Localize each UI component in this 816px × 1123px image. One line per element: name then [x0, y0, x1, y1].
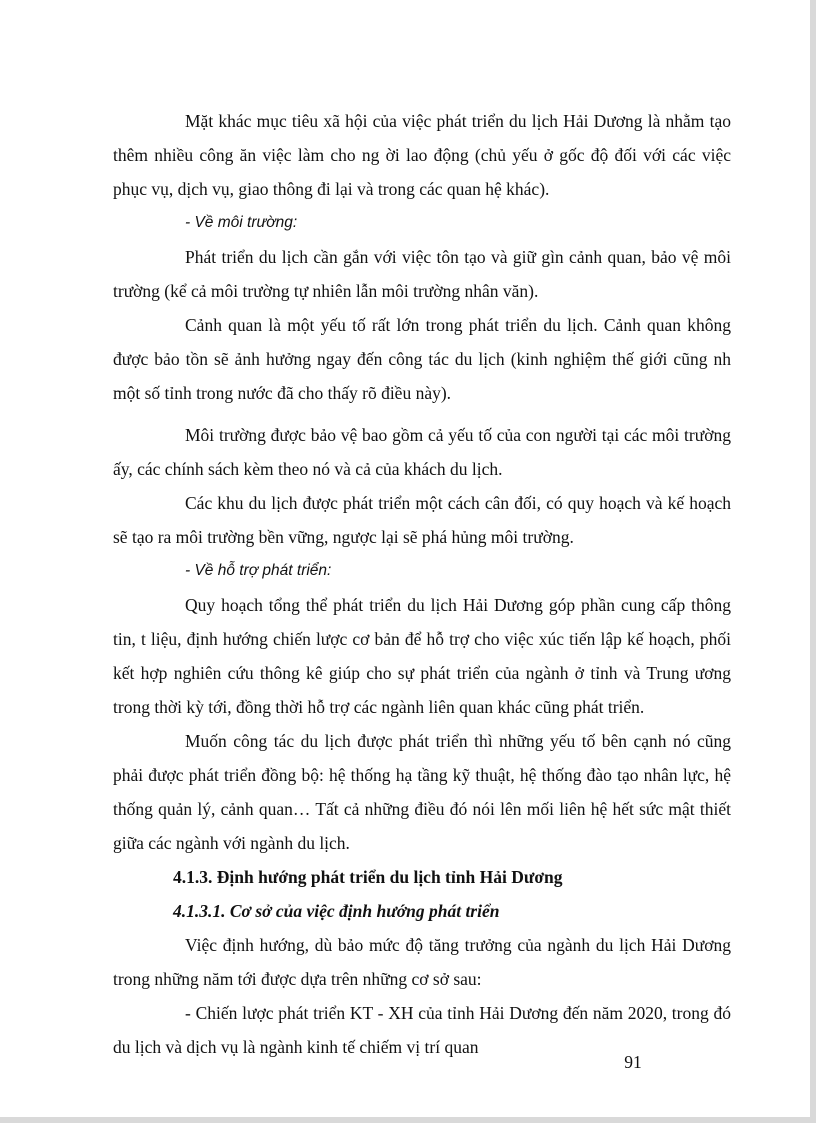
- paragraph: Quy hoạch tổng thể phát triển du lịch Hải Dương góp phần cung cấp thông tin, t liệu, định hướng chiến lược cơ bản để hỗ trợ cho việc xúc tiến lập kế hoạch, phối kết hợp nghiên cứu thông kê giúp cho sự phát triển của ngành ở tỉnh và Trung ương trong thời kỳ tới, đồng thời hỗ trợ các ngành liên quan khác cũng phát triển.: [113, 595, 731, 717]
- paragraph: Các khu du lịch được phát triển một cách cân đối, có quy hoạch và kế hoạch sẽ tạo ra môi trường bền vững, ngược lại sẽ phá hủng môi trường.: [113, 493, 731, 547]
- body-text: [113, 104, 731, 1064]
- subsection-heading: 4.1.3.1. Cơ sở của việc định hướng phát triển: [173, 901, 500, 921]
- page-number: 91: [624, 1052, 642, 1072]
- paragraph: - Chiến lược phát triển KT - XH của tỉnh Hải Dương đến năm 2020, trong đó du lịch và dịch vụ là ngành kinh tế chiếm vị trí quan: [113, 1003, 731, 1057]
- paragraph: Muốn công tác du lịch được phát triển thì những yếu tố bên cạnh nó cũng phải được phát triển đồng bộ: hệ thống hạ tầng kỹ thuật, hệ thống đào tạo nhân lực, hệ thống quản lý, cảnh quan… Tất cả những điều đó nói lên mối liên hệ hết sức mật thiết giữa các ngành với ngành du lịch.: [113, 731, 731, 853]
- paragraph: Môi trường được bảo vệ bao gồm cả yếu tố của con người tại các môi trường ấy, các chính sách kèm theo nó và cả của khách du lịch.: [113, 425, 731, 479]
- paragraph-gap: [113, 410, 731, 418]
- section-note: - Về môi trường:: [185, 214, 298, 231]
- paragraph: Phát triển du lịch cần gắn với việc tôn tạo và giữ gìn cảnh quan, bảo vệ môi trường (kể cả môi trường tự nhiên lẫn môi trường nhân văn).: [113, 247, 731, 301]
- paragraph: Mặt khác mục tiêu xã hội của việc phát triển du lịch Hải Dương là nhằm tạo thêm nhiều công ăn việc làm cho ng ời lao động (chủ yếu ở gốc độ đối với các việc phục vụ, dịch vụ, giao thông đi lại và trong các quan hệ khác).: [113, 111, 731, 199]
- section-heading: 4.1.3. Định hướng phát triển du lịch tỉnh Hải Dương: [173, 867, 563, 887]
- paragraph: Cảnh quan là một yếu tố rất lớn trong phát triển du lịch. Cảnh quan không được bảo tồn sẽ ảnh hưởng ngay đến công tác du lịch (kinh nghiệm thế giới cũng nh một số tỉnh trong nước đã cho thấy rõ điều này).: [113, 315, 731, 403]
- paragraph: Việc định hướng, dù bảo mức độ tăng trưởng của ngành du lịch Hải Dương trong những năm tới được dựa trên những cơ sở sau:: [113, 935, 731, 989]
- section-note: - Về hỗ trợ phát triển:: [185, 562, 332, 579]
